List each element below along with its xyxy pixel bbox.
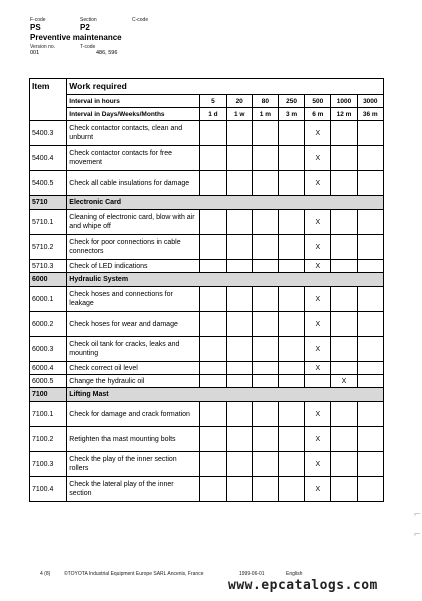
interval-mark-cell — [252, 452, 278, 477]
interval-mark-cell — [357, 312, 383, 337]
version-label: Version no. — [30, 44, 56, 50]
interval-mark-cell — [252, 210, 278, 235]
item-number: 7100.3 — [30, 452, 67, 477]
fcode-value: PS — [30, 23, 41, 32]
interval-mark-cell: X — [305, 312, 331, 337]
document-title: Preventive maintenance — [30, 33, 122, 42]
interval-mark-cell — [252, 287, 278, 312]
interval-mark-cell — [278, 337, 304, 362]
work-description: Check correct oil level — [67, 362, 200, 375]
table-row — [30, 287, 384, 312]
interval-mark-cell — [278, 375, 304, 388]
interval-mark-cell — [200, 477, 226, 502]
table-row — [30, 337, 384, 362]
interval-mark-cell — [331, 362, 357, 375]
work-description: Check the lateral play of the inner section — [67, 477, 200, 502]
item-number: 7100.4 — [30, 477, 67, 502]
interval-hours-cell: 500 — [305, 95, 331, 108]
interval-mark-cell: X — [305, 235, 331, 260]
interval-mark-cell — [357, 171, 383, 196]
interval-mark-cell — [278, 287, 304, 312]
interval-mark-cell — [252, 235, 278, 260]
interval-mark-cell — [226, 402, 252, 427]
interval-mark-cell — [252, 477, 278, 502]
interval-hours-cell: 3000 — [357, 95, 383, 108]
item-number: 6000.4 — [30, 362, 67, 375]
interval-mark-cell: X — [305, 477, 331, 502]
interval-mark-cell — [331, 402, 357, 427]
interval-periods-label: Interval in Days/Weeks/Months — [67, 108, 200, 121]
item-number: 5710.2 — [30, 235, 67, 260]
edge-bracket-mark: ⌐ — [414, 508, 421, 520]
interval-mark-cell: X — [305, 121, 331, 146]
interval-mark-cell — [305, 375, 331, 388]
interval-mark-cell — [278, 362, 304, 375]
interval-mark-cell — [200, 210, 226, 235]
item-number: 6000.1 — [30, 287, 67, 312]
interval-mark-cell — [226, 210, 252, 235]
section-row — [30, 388, 384, 402]
interval-mark-cell — [331, 337, 357, 362]
interval-mark-cell — [252, 171, 278, 196]
interval-mark-cell — [357, 146, 383, 171]
interval-mark-cell — [331, 427, 357, 452]
section-title: Electronic Card — [67, 196, 384, 210]
interval-mark-cell — [278, 235, 304, 260]
interval-mark-cell — [226, 477, 252, 502]
section-title: Hydraulic System — [67, 273, 384, 287]
interval-mark-cell — [200, 337, 226, 362]
interval-mark-cell — [357, 427, 383, 452]
interval-periods-row — [30, 108, 384, 121]
interval-mark-cell — [226, 312, 252, 337]
interval-mark-cell — [226, 287, 252, 312]
item-number: 6000.3 — [30, 337, 67, 362]
interval-period-cell: 12 m — [331, 108, 357, 121]
interval-mark-cell — [331, 452, 357, 477]
interval-mark-cell — [357, 337, 383, 362]
interval-mark-cell — [331, 171, 357, 196]
version-value: 001 — [30, 50, 40, 56]
item-column-header: Item — [30, 79, 67, 121]
work-description: Check all cable insulations for damage — [67, 171, 200, 196]
interval-mark-cell — [252, 312, 278, 337]
interval-hours-cell: 5 — [200, 95, 226, 108]
table-row — [30, 146, 384, 171]
ccode-label: C-code — [132, 17, 149, 23]
document-language: English — [286, 571, 303, 577]
interval-mark-cell: X — [305, 287, 331, 312]
interval-mark-cell — [357, 477, 383, 502]
section-row — [30, 196, 384, 210]
interval-mark-cell — [226, 362, 252, 375]
interval-mark-cell — [200, 427, 226, 452]
interval-mark-cell — [252, 362, 278, 375]
interval-mark-cell — [278, 427, 304, 452]
interval-mark-cell: X — [305, 260, 331, 273]
interval-mark-cell — [200, 235, 226, 260]
interval-mark-cell — [200, 312, 226, 337]
section-value: P2 — [80, 23, 90, 32]
watermark: www.epcatalogs.com — [228, 578, 378, 593]
table-row — [30, 235, 384, 260]
interval-period-cell: 1 w — [226, 108, 252, 121]
table-row — [30, 477, 384, 502]
work-description: Check for poor connections in cable connectors — [67, 235, 200, 260]
interval-mark-cell — [278, 312, 304, 337]
interval-mark-cell — [331, 146, 357, 171]
item-number: 7100.2 — [30, 427, 67, 452]
interval-mark-cell: X — [305, 402, 331, 427]
interval-period-cell: 1 m — [252, 108, 278, 121]
table-row — [30, 362, 384, 375]
interval-mark-cell — [252, 402, 278, 427]
section-title: Lifting Mast — [67, 388, 384, 402]
work-description: Check of LED indications — [67, 260, 200, 273]
interval-mark-cell — [357, 375, 383, 388]
interval-mark-cell — [226, 337, 252, 362]
work-description: Check hoses for wear and damage — [67, 312, 200, 337]
fcode-label: F-code — [30, 17, 46, 23]
item-number: 6000.5 — [30, 375, 67, 388]
interval-mark-cell — [278, 260, 304, 273]
table-row — [30, 121, 384, 146]
interval-mark-cell — [278, 452, 304, 477]
interval-mark-cell — [357, 235, 383, 260]
interval-mark-cell — [278, 210, 304, 235]
edge-bracket-mark: ⌐ — [414, 528, 421, 540]
table-row — [30, 260, 384, 273]
interval-mark-cell: X — [305, 362, 331, 375]
interval-mark-cell — [200, 260, 226, 273]
interval-hours-cell: 1000 — [331, 95, 357, 108]
table-row — [30, 375, 384, 388]
interval-mark-cell — [331, 477, 357, 502]
table-row — [30, 210, 384, 235]
interval-mark-cell — [357, 452, 383, 477]
interval-mark-cell — [331, 260, 357, 273]
interval-hours-cell: 80 — [252, 95, 278, 108]
tcode-label: T-code — [80, 44, 96, 50]
table-header-row — [30, 79, 384, 95]
interval-mark-cell — [278, 402, 304, 427]
interval-hours-cell: 20 — [226, 95, 252, 108]
document-date: 1999-06-01 — [239, 571, 265, 577]
interval-mark-cell — [200, 452, 226, 477]
interval-mark-cell — [331, 121, 357, 146]
section-code: 6000 — [30, 273, 67, 287]
interval-mark-cell — [357, 287, 383, 312]
interval-mark-cell — [331, 287, 357, 312]
interval-hours-label: Interval in hours — [67, 95, 200, 108]
tcode-value: 486, 596 — [96, 50, 118, 56]
interval-mark-cell — [278, 121, 304, 146]
section-code: 7100 — [30, 388, 67, 402]
item-number: 5710.3 — [30, 260, 67, 273]
interval-period-cell: 1 d — [200, 108, 226, 121]
interval-period-cell: 36 m — [357, 108, 383, 121]
interval-mark-cell — [357, 402, 383, 427]
page-number: 4 (8) — [40, 571, 51, 577]
item-number: 5400.5 — [30, 171, 67, 196]
interval-mark-cell: X — [305, 210, 331, 235]
interval-mark-cell — [357, 362, 383, 375]
interval-mark-cell — [278, 477, 304, 502]
item-number: 6000.2 — [30, 312, 67, 337]
interval-mark-cell — [200, 362, 226, 375]
interval-mark-cell — [252, 375, 278, 388]
work-description: Change the hydraulic oil — [67, 375, 200, 388]
interval-mark-cell — [200, 402, 226, 427]
section-code: 5710 — [30, 196, 67, 210]
interval-mark-cell — [200, 121, 226, 146]
interval-mark-cell — [252, 337, 278, 362]
table-row — [30, 402, 384, 427]
interval-mark-cell — [226, 235, 252, 260]
interval-mark-cell: X — [331, 375, 357, 388]
table-row — [30, 427, 384, 452]
work-description: Check for damage and crack formation — [67, 402, 200, 427]
interval-mark-cell — [226, 375, 252, 388]
interval-mark-cell — [200, 375, 226, 388]
copyright-text: ©TOYOTA Industrial Equipment Europe SARL Ancenis, France — [64, 571, 204, 577]
maintenance-table — [29, 78, 384, 502]
interval-period-cell: 6 m — [305, 108, 331, 121]
interval-mark-cell — [252, 427, 278, 452]
table-row — [30, 171, 384, 196]
interval-mark-cell — [252, 260, 278, 273]
interval-mark-cell — [226, 146, 252, 171]
interval-mark-cell — [278, 146, 304, 171]
item-number: 5710.1 — [30, 210, 67, 235]
table-row — [30, 312, 384, 337]
interval-hours-row — [30, 95, 384, 108]
item-number: 5400.3 — [30, 121, 67, 146]
interval-mark-cell — [226, 121, 252, 146]
interval-mark-cell — [331, 210, 357, 235]
interval-mark-cell — [357, 260, 383, 273]
interval-mark-cell — [226, 452, 252, 477]
work-description: Retighten tha mast mounting bolts — [67, 427, 200, 452]
work-description: Check the play of the inner section rollers — [67, 452, 200, 477]
interval-mark-cell — [200, 146, 226, 171]
work-description: Check oil tank for cracks, leaks and mounting — [67, 337, 200, 362]
work-description: Check hoses and connections for leakage — [67, 287, 200, 312]
interval-mark-cell: X — [305, 337, 331, 362]
interval-period-cell: 3 m — [278, 108, 304, 121]
work-description: Check contactor contacts, clean and unburnt — [67, 121, 200, 146]
interval-mark-cell — [357, 210, 383, 235]
interval-mark-cell — [226, 260, 252, 273]
interval-mark-cell — [200, 287, 226, 312]
interval-mark-cell — [200, 171, 226, 196]
interval-hours-cell: 250 — [278, 95, 304, 108]
interval-mark-cell: X — [305, 427, 331, 452]
interval-mark-cell — [226, 427, 252, 452]
interval-mark-cell: X — [305, 452, 331, 477]
item-number: 7100.1 — [30, 402, 67, 427]
interval-mark-cell — [331, 235, 357, 260]
table-row — [30, 452, 384, 477]
interval-mark-cell — [252, 121, 278, 146]
work-description: Check contactor contacts for free movement — [67, 146, 200, 171]
interval-mark-cell — [252, 146, 278, 171]
interval-mark-cell: X — [305, 146, 331, 171]
interval-mark-cell: X — [305, 171, 331, 196]
work-description: Cleaning of electronic card, blow with air and whipe off — [67, 210, 200, 235]
interval-mark-cell — [357, 121, 383, 146]
interval-mark-cell — [226, 171, 252, 196]
section-label: Section — [80, 17, 97, 23]
section-row — [30, 273, 384, 287]
item-number: 5400.4 — [30, 146, 67, 171]
work-column-header: Work required — [67, 79, 384, 95]
interval-mark-cell — [331, 312, 357, 337]
interval-mark-cell — [278, 171, 304, 196]
